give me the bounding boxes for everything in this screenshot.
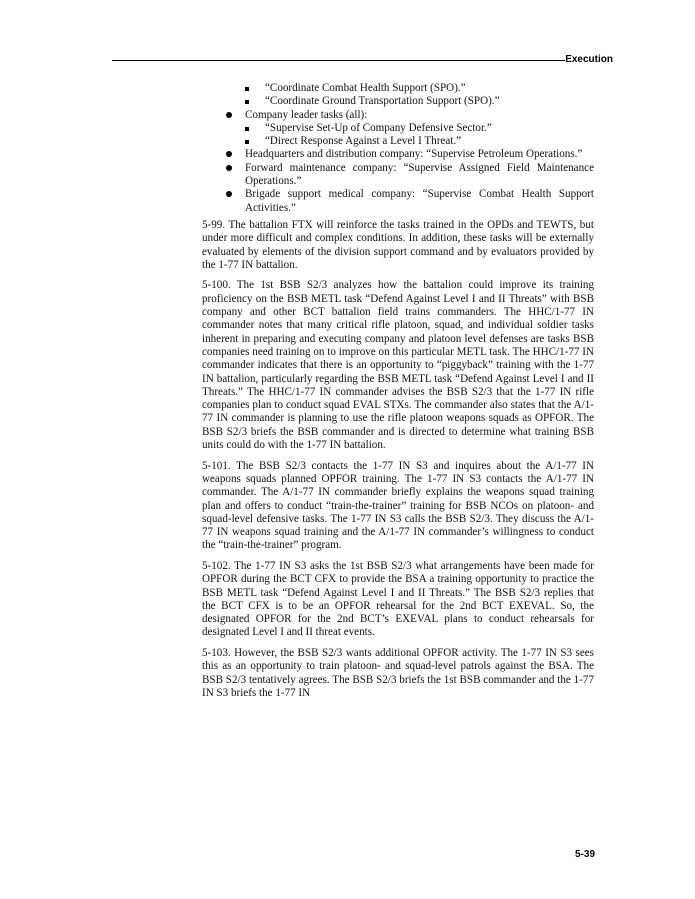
square-bullet-icon — [245, 140, 249, 144]
round-bullet-icon — [226, 151, 232, 157]
bullet-text: “Coordinate Ground Transportation Support (SPO).” — [265, 95, 500, 108]
bullet-text: Headquarters and distribution company: “Supervise Petroleum Operations.” — [245, 148, 583, 161]
square-bullet-icon — [245, 127, 249, 131]
bullet-text: Brigade support medical company: “Supervise Combat Health Support Activities.” — [245, 188, 594, 214]
sub-bullet-item — [202, 95, 594, 108]
bullet-text: Forward maintenance company: “Supervise Assigned Field Maintenance Operations.” — [245, 161, 594, 188]
square-bullet-icon — [245, 100, 249, 104]
sub-bullet-item — [202, 135, 594, 148]
task-bullet-list — [202, 82, 594, 215]
round-bullet-icon — [226, 165, 232, 171]
bullet-item — [202, 162, 594, 189]
bullet-text: “Direct Response Against a Level I Threat.” — [265, 135, 462, 148]
paragraph-5-100: 5-100. The 1st BSB S2/3 analyzes how the battalion could improve its training proficiency on the BSB METL task “Defend Against Level I and II Threats” with BSB company and other BCT battalion field trains commanders. The HHC/1-77 IN commander notes that many critical rifle platoon, squad, and individual soldier tasks inherent in preparing and executing company and platoon level defenses are tasks BSB companies need training on to improve on this particular METL task. The HHC/1-77 IN commander indicates that there is an opportunity to “piggyback” training with the 1-77 IN battalion, particularly regarding the BSB METL task “Defend Against Level I and II Threats.” The HHC/1-77 IN commander advises the BSB S2/3 that the 1-77 IN rifle companies plan to conduct squad EVAL STXs. The commander also states that the A/1-77 IN commander is planning to use the rifle platoon weapons squads as OPFOR. The BSB S2/3 briefs the BSB commander and is directed to determine what training BSB units could do with the 1-77 IN battalion. — [202, 279, 594, 452]
square-bullet-icon — [245, 87, 249, 91]
bullet-item — [202, 109, 594, 122]
round-bullet-icon — [226, 112, 232, 118]
round-bullet-icon — [226, 191, 232, 197]
paragraph-5-102: 5-102. The 1-77 IN S3 asks the 1st BSB S2/3 what arrangements have been made for OPFOR during the BCT CFX to provide the BSA a training opportunity to practice the BSB METL task “Defend Against Level I and II Threats.” The BSB S2/3 replies that the BCT CFX is to be an OPFOR rehearsal for the 2nd BCT EXEVAL. So, the designated OPFOR for the 2nd BCT’s EXEVAL plans to conduct rehearsals for designated Level I and II threat events. — [202, 559, 594, 639]
bullet-text: Company leader tasks (all): — [245, 108, 368, 121]
paragraph-5-101: 5-101. The BSB S2/3 contacts the 1-77 IN S3 and inquires about the A/1-77 IN weapons squads planned OPFOR training. The 1-77 IN S3 contacts the A/1-77 IN commander. The A/1-77 IN commander briefly explains the weapons squad training plan and offers to conduct “train-the-trainer” training for BSB NCOs on platoon- and squad-level defensive tasks. The 1-77 IN S3 calls the BSB S2/3. They discuss the A/1-77 IN weapons squad training and the A/1-77 IN commander’s willingness to conduct the “train-the-trainer” program. — [202, 459, 594, 552]
section-title: Execution — [565, 54, 613, 65]
page-number: 5-39 — [574, 849, 595, 860]
sub-bullet-item — [202, 122, 594, 135]
bullet-item — [202, 148, 594, 161]
bullet-text: “Supervise Set-Up of Company Defensive Sector.” — [265, 121, 492, 134]
bullet-item — [202, 188, 594, 215]
sub-bullet-item — [202, 82, 594, 95]
body-content — [202, 82, 594, 708]
header-rule — [112, 60, 565, 61]
paragraph-5-99: 5-99. The battalion FTX will reinforce the tasks trained in the OPDs and TEWTS, but under more difficult and complex conditions. In addition, these tasks will be externally evaluated by elements of the division support command and by evaluators provided by the 1-77 IN battalion. — [202, 218, 594, 271]
bullet-text: “Coordinate Combat Health Support (SPO).” — [265, 82, 466, 94]
paragraph-5-103: 5-103. However, the BSB S2/3 wants additional OPFOR activity. The 1-77 IN S3 sees this as an opportunity to train platoon- and squad-level patrols against the BSA. The BSB S2/3 tentatively agrees. The BSB S2/3 briefs the 1st BSB commander and the 1-77 IN S3 briefs the 1-77 IN — [202, 647, 594, 699]
